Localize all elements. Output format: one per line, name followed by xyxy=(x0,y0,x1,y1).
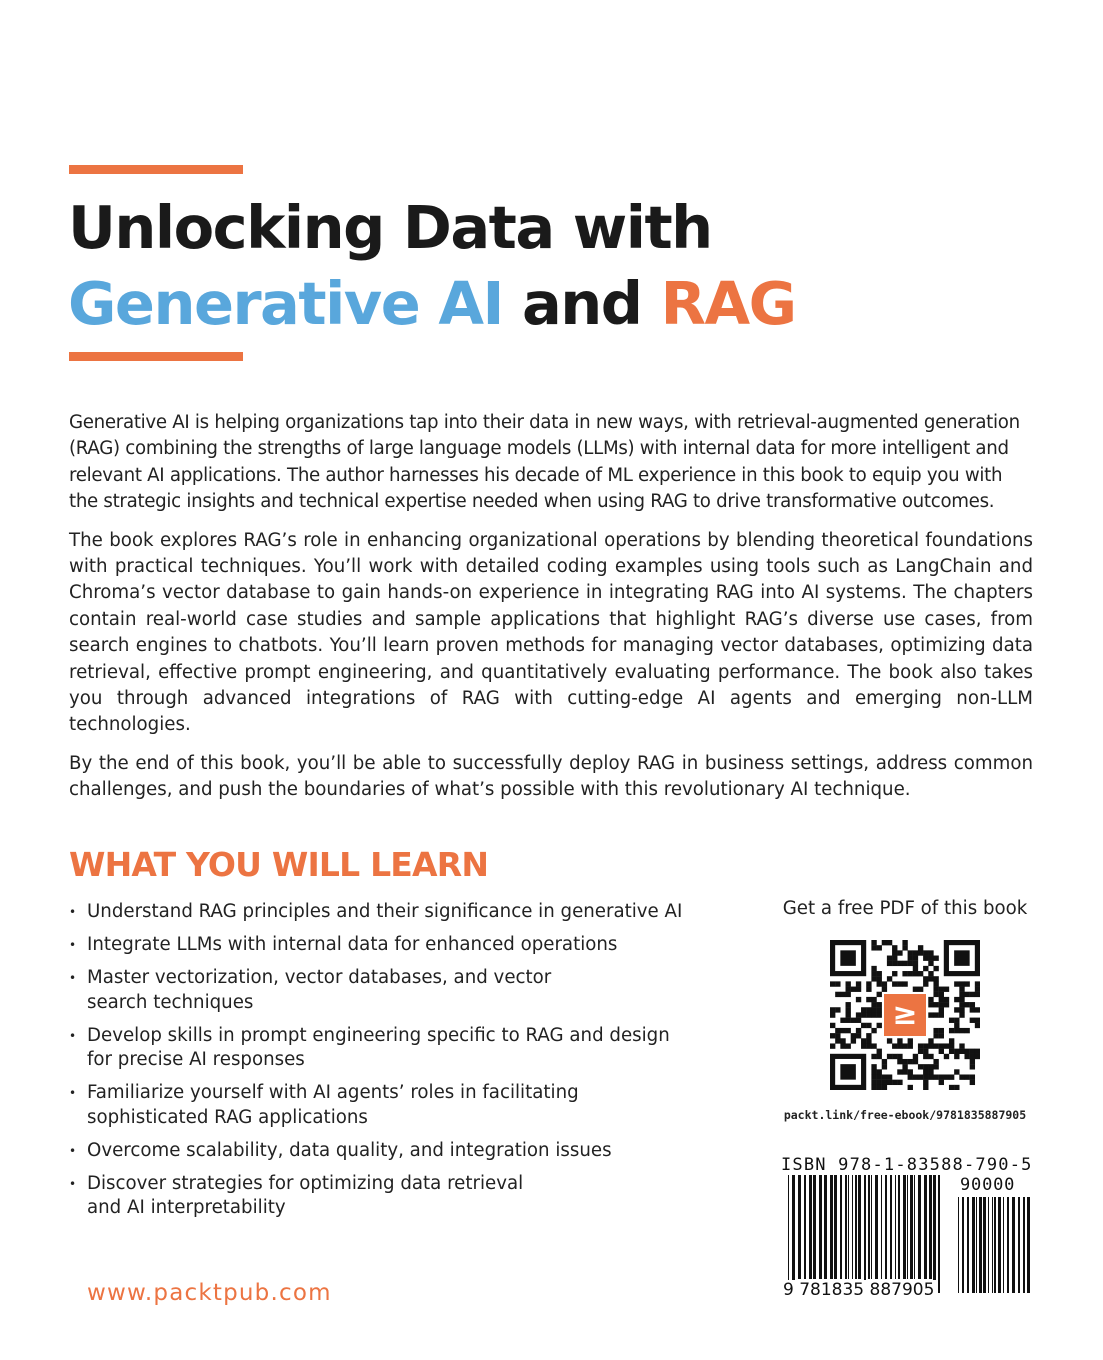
description-paragraph-2: The book explores RAG’s role in enhancing organizational operations by blending theoretical foundations with practical techniques. You’ll work with detailed coding examples using tools such as LangChain and Chroma’s vector database to gain hands-on experience in integrating RAG into AI systems. The chapters contain real-world case studies and sample applications that highlight RAG’s diverse use cases, from search engines to chatbots. You’ll learn proven methods for managing vector databases, optimizing data retrieval, effective prompt engineering, and quantitatively evaluating performance. The book also takes you through advanced integrations of RAG with cutting-edge AI agents and emerging non-LLM technologies. xyxy=(69,529,1033,736)
bullet-icon: • xyxy=(69,1143,77,1158)
title-generative-ai: Generative AI xyxy=(68,269,503,338)
description-paragraph-3: By the end of this book, you’ll be able to successfully deploy RAG in business settings, address common challenges, and push the boundaries of what’s possible with this revolutionary AI technique. xyxy=(69,752,1033,801)
free-ebook-link[interactable]: packt.link/free-ebook/9781835887905 xyxy=(783,1108,1027,1122)
learn-list xyxy=(69,900,729,1229)
learn-heading: WHAT YOU WILL LEARN xyxy=(69,845,489,884)
title-rag: RAG xyxy=(660,269,796,338)
learn-item: • Overcome scalability, data quality, and integration issues xyxy=(69,1139,729,1164)
isbn-text: ISBN 978-1-83588-790-5 xyxy=(781,1155,1033,1175)
learn-item: • Familiarize yourself with AI agents’ roles in facilitating sophisticated RAG applications xyxy=(69,1082,579,1128)
title-and: and xyxy=(502,269,661,338)
learn-item: • Integrate LLMs with internal data for enhanced operations xyxy=(69,933,729,958)
learn-item: • Master vectorization, vector databases, and vector search techniques xyxy=(69,967,552,1013)
bullet-icon: • xyxy=(69,971,77,985)
learn-item: • Develop skills in prompt engineering specific to RAG and design for precise AI responses xyxy=(69,1024,670,1070)
book-description xyxy=(69,410,1033,816)
title-accent-bar-bottom xyxy=(69,352,243,361)
barcode-icon xyxy=(780,1175,1030,1295)
bullet-icon: • xyxy=(69,1086,77,1100)
packt-logo-glyph: ≥ xyxy=(892,997,918,1032)
learn-item: • Understand RAG principles and their significance in generative AI xyxy=(69,900,729,925)
free-pdf-caption: Get a free PDF of this book xyxy=(782,898,1028,919)
ean-digits: 9 781835 887905 xyxy=(783,1280,935,1300)
price-addon-code: 90000 xyxy=(960,1175,1016,1195)
qr-code-icon[interactable] xyxy=(830,940,980,1090)
bullet-icon: • xyxy=(69,938,77,952)
bullet-icon: • xyxy=(69,1176,77,1191)
learn-item: • Discover strategies for optimizing data retrieval and AI interpretability xyxy=(69,1172,524,1218)
description-paragraph-1: Generative AI is helping organizations tap into their data in new ways, with retrieval-augmented generation (RAG) combining the strengths of large language models (LLMs) with internal data for more intelligent and relevant AI applications. The author harnesses his decade of ML experience in this book to equip you with the strategic insights and technical expertise needed when using RAG to drive transformative outcomes. xyxy=(69,412,1020,513)
bullet-icon: • xyxy=(69,1028,77,1043)
website-link[interactable]: www.packtpub.com xyxy=(87,1280,332,1306)
title-line-1: Unlocking Data with xyxy=(68,193,712,262)
bullet-icon: • xyxy=(69,905,77,919)
book-title xyxy=(68,190,796,342)
title-accent-bar-top xyxy=(69,165,243,174)
